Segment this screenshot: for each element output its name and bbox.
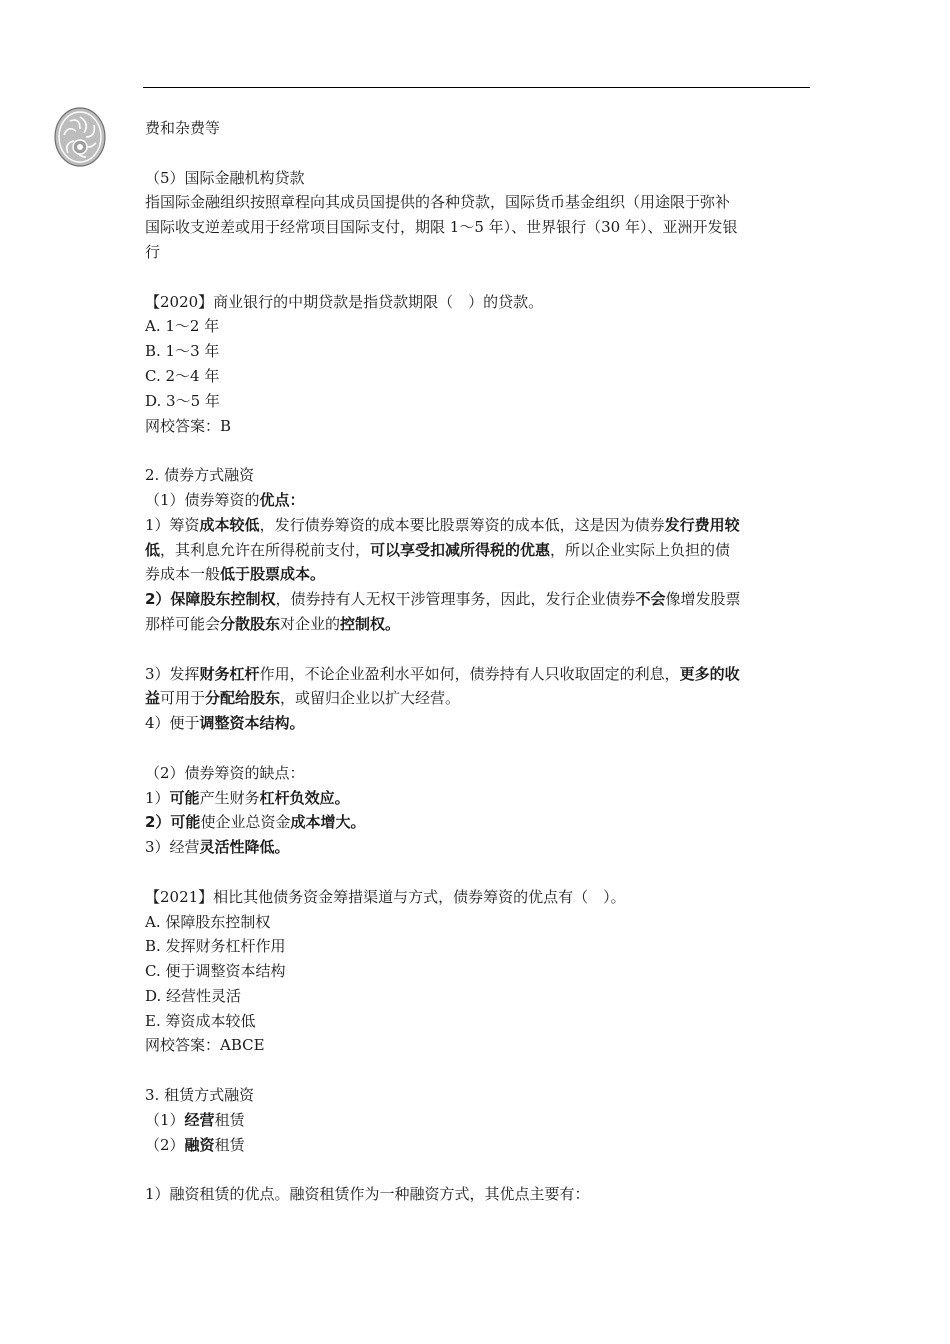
option-c: C. 便于调整资本结构 [145,962,286,981]
option-a: A. 保障股东控制权 [145,912,271,931]
subheading: （1）债券筹资的优点： [145,490,305,509]
disadvantage-3: 3）经营灵活性降低。 [145,838,290,857]
header-rule [143,87,810,88]
document-body [145,116,810,1207]
text-line: 指国际金融组织按照章程向其成员国提供的各种贷款，国际货币基金组织（用途限于弥补 [145,193,731,212]
lease-type-2: （2）融资租赁 [145,1135,245,1154]
answer-line: 网校答案：ABCE [145,1036,265,1055]
option-d: D. 经营性灵活 [145,986,242,1005]
section-heading: 3. 租赁方式融资 [145,1086,255,1105]
advantage-3: 3）发挥财务杠杆作用，不论企业盈利水平如何，债券持有人只收取固定的利息，更多的收 益可用于分配给股东，或留归企业以扩大经营。 [145,664,740,708]
answer-line: 网校答案：B [145,416,232,435]
rosette-logo-icon [54,107,106,167]
text-line: 行 [145,242,161,261]
option-d: D. 3～5 年 [145,391,220,410]
option-b: B. 发挥财务杠杆作用 [145,937,286,956]
question-stem: 【2021】相比其他债务资金筹措渠道与方式，债券筹资的优点有（ ）。 [145,887,626,906]
section-heading: 2. 债券方式融资 [145,466,255,485]
advantage-1: 1）筹资成本较低，发行债券筹资的成本要比股票筹资的成本低，这是因为债券发行费用较 低，其利息允许在所得税前支付，可以享受扣减所得税的优惠，所以企业实际上负担的债 券成本一般低于股票成本。 [145,515,740,584]
lease-type-1: （1）经营租赁 [145,1110,245,1129]
section-heading: （5）国际金融机构贷款 [145,168,305,187]
text-line: 国际收支逆差或用于经常项目国际支付，期限 1～5 年）、世界银行（30 年）、亚洲开发银 [145,218,738,237]
option-c: C. 2～4 年 [145,366,220,385]
subheading: （2）债券筹资的缺点： [145,763,305,782]
option-b: B. 1～3 年 [145,342,220,361]
option-e: E. 筹资成本较低 [145,1011,256,1030]
disadvantage-1: 1）可能产生财务杠杆负效应。 [145,788,350,807]
option-a: A. 1～2 年 [145,317,220,336]
text-line: 1）融资租赁的优点。融资租赁作为一种融资方式，其优点主要有： [145,1185,590,1204]
advantage-4: 4）便于调整资本结构。 [145,714,305,733]
question-stem: 【2020】商业银行的中期贷款是指贷款期限（ ）的贷款。 [145,292,544,311]
disadvantage-2: 2）可能使企业总资金成本增大。 [145,813,366,832]
text-line: 费和杂费等 [145,119,221,137]
advantage-2: 2）保障股东控制权，债券持有人无权干涉管理事务，因此，发行企业债券不会像增发股票 那样可能会分散股东对企业的控制权。 [145,590,741,633]
